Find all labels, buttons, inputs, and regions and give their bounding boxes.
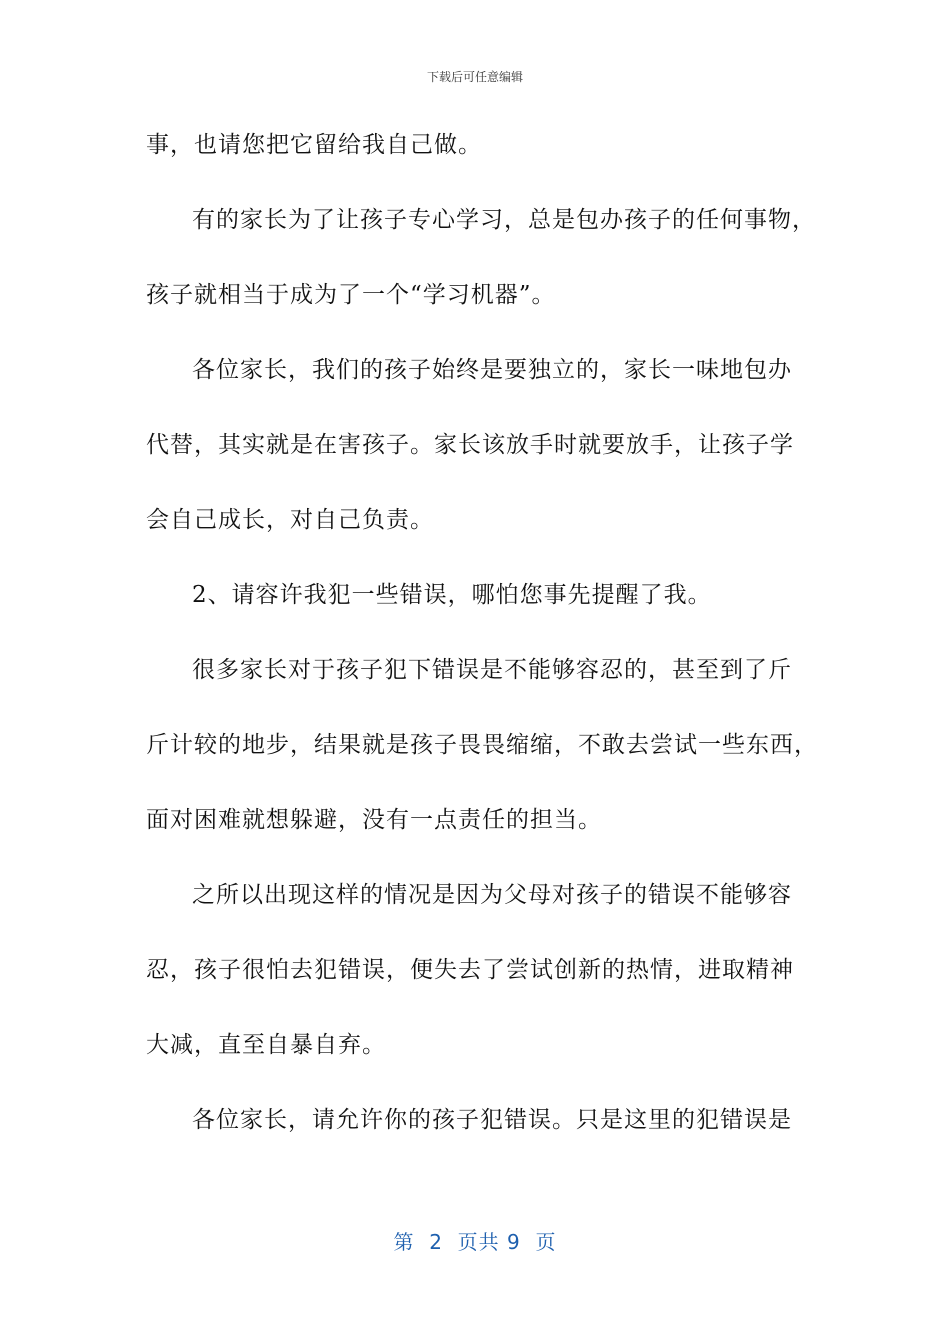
text-line: 代替，其实就是在害孩子。家长该放手时就要放手，让孩子学 [146,432,794,458]
text-line: 各位家长，我们的孩子始终是要独立的，家长一味地包办 [192,357,792,383]
text-line: 面对困难就想躲避，没有一点责任的担当。 [146,807,602,833]
text-line: 2、请容许我犯一些错误，哪怕您事先提醒了我。 [192,582,712,608]
text-line: 忍，孩子很怕去犯错误，便失去了尝试创新的热情，进取精神 [146,957,794,983]
text-line: 斤计较的地步，结果就是孩子畏畏缩缩，不敢去尝试一些东西， [146,732,818,758]
text-line: 各位家长，请允许你的孩子犯错误。只是这里的犯错误是 [192,1107,792,1133]
text-line: 有的家长为了让孩子专心学习，总是包办孩子的任何事物， [192,207,816,233]
text-line: 大减，直至自暴自弃。 [146,1032,386,1058]
text-line: 很多家长对于孩子犯下错误是不能够容忍的，甚至到了斤 [192,657,792,683]
text-line: 之所以出现这样的情况是因为父母对孩子的错误不能够容 [192,882,792,908]
page-number-footer: 第 2 页共 9 页 [393,1230,557,1254]
text-line: 事，也请您把它留给我自己做。 [146,132,482,158]
text-line: 会自己成长，对自己负责。 [146,507,434,533]
page-header: 下载后可任意编辑 [426,70,523,84]
text-line: 孩子就相当于成为了一个“学习机器”。 [146,282,556,308]
